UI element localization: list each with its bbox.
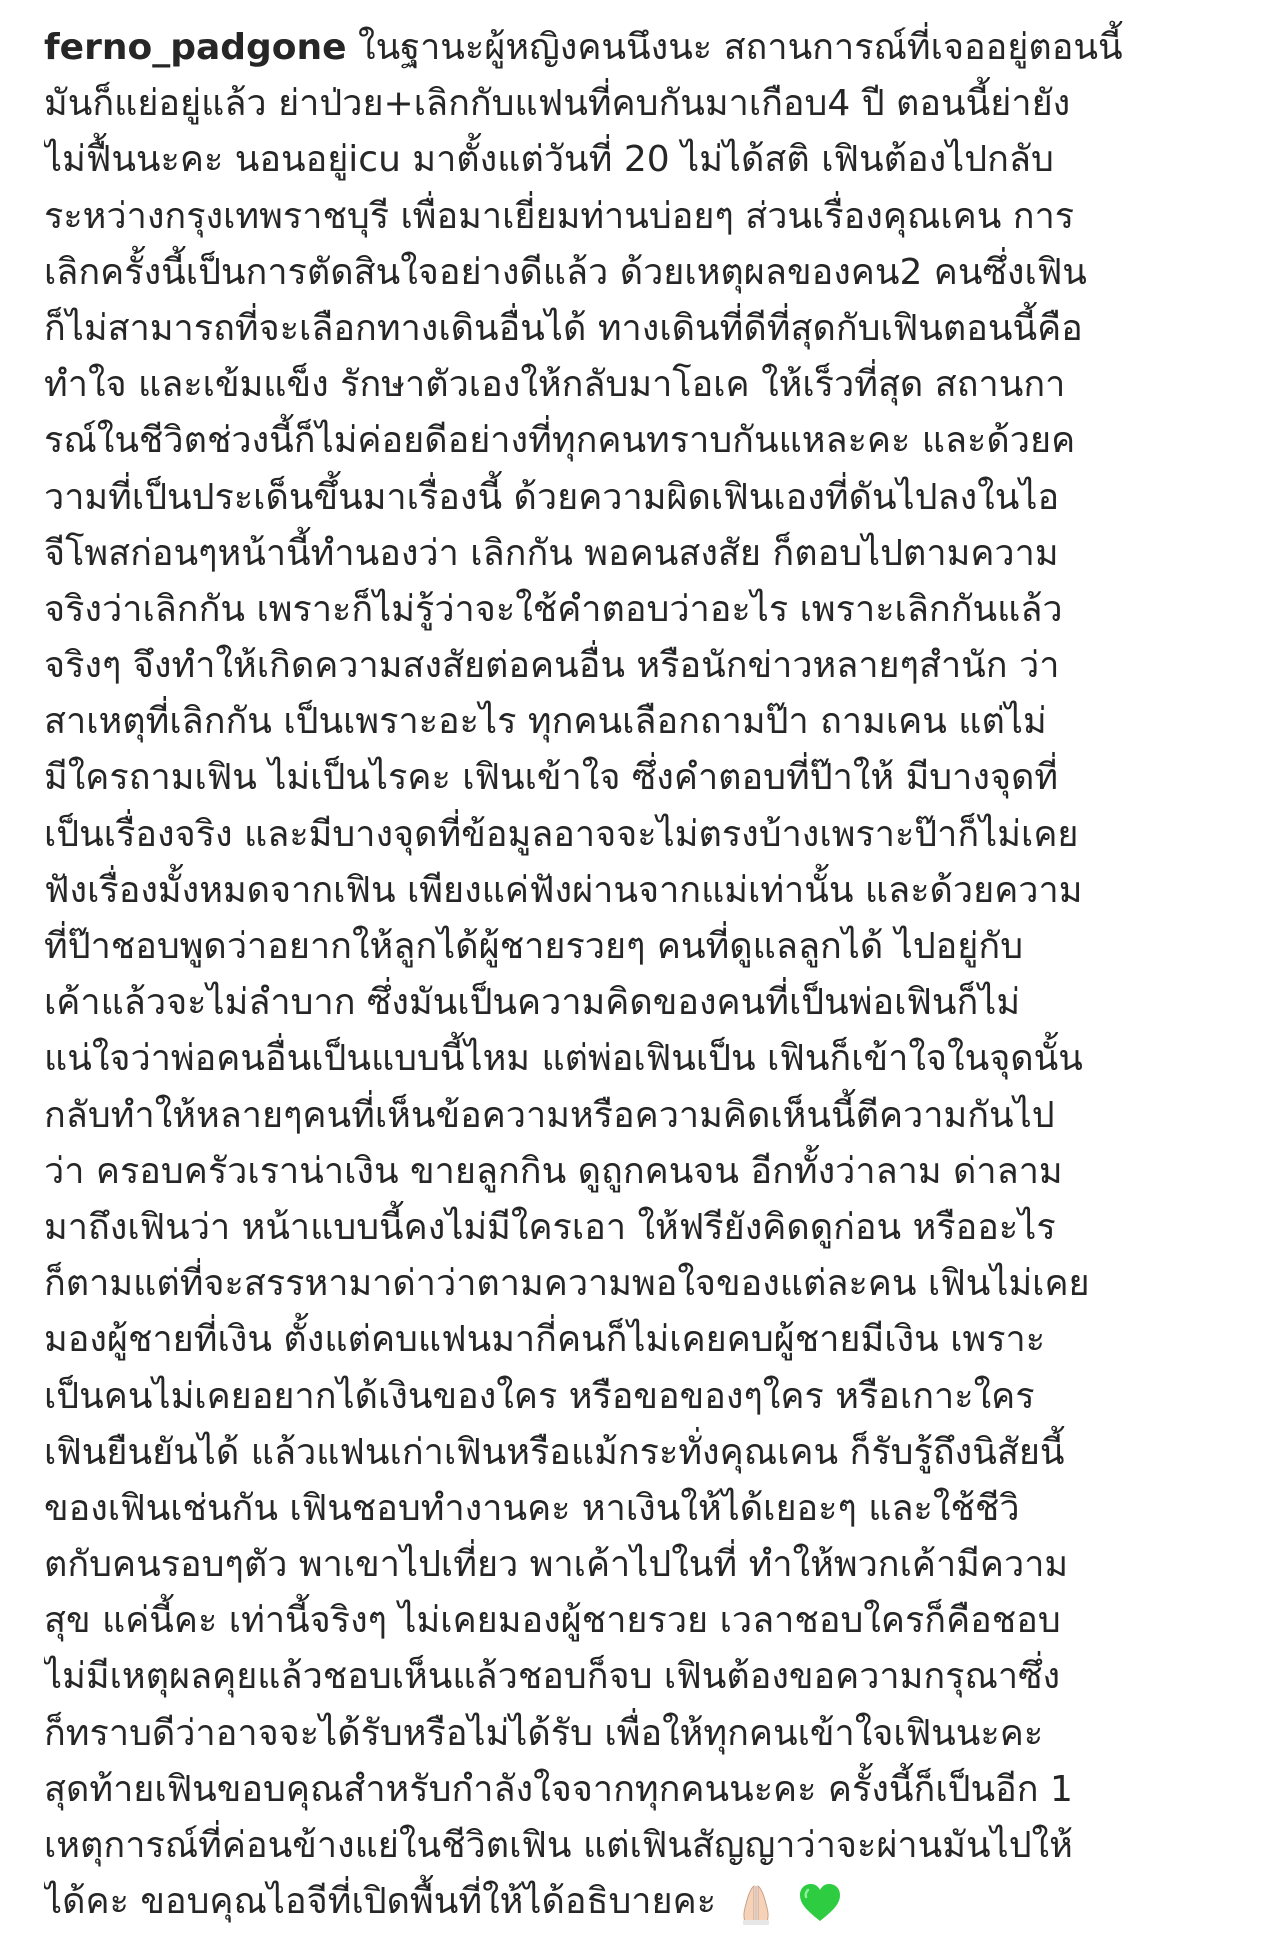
caption-line: ว่า ครอบครัวเราน่าเงิน ขายลูกกิน ดูถูกคนจน อีกทั้งว่าลาม ด่าลาม bbox=[44, 1150, 1063, 1192]
caption-line: เป็นเรื่องจริง และมีบางจุดที่ข้อมูลอาจจะไม่ตรงบ้างเพราะป๊าก็ไม่เคย bbox=[44, 813, 1079, 855]
caption-line bbox=[44, 1874, 1244, 1930]
caption-line: ก็ตามแต่ที่จะสรรหามาด่าว่าตามความพอใจของแต่ละคน เฟินไม่เคย bbox=[44, 1263, 1090, 1305]
caption-line: ไม่มีเหตุผลคุยแล้วชอบเห็นแล้วชอบก็จบ เฟินต้องขอความกรุณาซึ่ง bbox=[44, 1656, 1061, 1698]
caption-line: ฟังเรื่องมั้งหมดจากเฟิน เพียงแค่ฟังผ่านจากแม่เท่านั้น และด้วยความ bbox=[44, 869, 1083, 911]
caption-line: ของเฟินเช่นกัน เฟินชอบทำงานคะ หาเงินให้ได้เยอะๆ และใช้ชีวิ bbox=[44, 1487, 1020, 1529]
caption-line: สาเหตุที่เลิกกัน เป็นเพราะอะไร ทุกคนเลือกถามป๊า ถามเคน แต่ไม่ bbox=[44, 701, 1047, 743]
caption-line: วามที่เป็นประเด็นขึ้นมาเรื่องนี้ ด้วยความผิดเฟินเองที่ดันไปลงในไอ bbox=[44, 476, 1060, 518]
caption-line: เป็นคนไม่เคยอยากได้เงินของใคร หรือขอของๆใคร หรือเกาะใคร bbox=[44, 1375, 1035, 1417]
caption-line: เค้าแล้วจะไม่ลำบาก ซึ่งมันเป็นความคิดของคนที่เป็นพ่อเฟินก็ไม่ bbox=[44, 982, 1021, 1024]
caption-line: จริงว่าเลิกกัน เพราะก็ไม่รู้ว่าจะใช้คำตอบว่าอะไร เพราะเลิกกันแล้ว bbox=[44, 588, 1063, 630]
caption-line: มองผู้ชายที่เงิน ตั้งแต่คบแฟนมากี่คนก็ไม่เคยคบผู้ชายมีเงิน เพราะ bbox=[44, 1319, 1046, 1361]
caption-line: เลิกครั้งนี้เป็นการตัดสินใจอย่างดีแล้ว ด้วยเหตุผลของคน2 คนซึ่งเฟิน bbox=[44, 251, 1087, 293]
caption-line: สุข แค่นี้คะ เท่านี้จริงๆ ไม่เคยมองผู้ชายรวย เวลาชอบใครก็คือชอบ bbox=[44, 1600, 1061, 1642]
green-heart-icon bbox=[797, 1880, 843, 1926]
caption-line: แน่ใจว่าพ่อคนอื่นเป็นแบบนี้ไหม แต่พ่อเฟินเป็น เฟินก็เข้าใจในจุดนั้น bbox=[44, 1038, 1083, 1080]
post-caption bbox=[44, 20, 1244, 1930]
caption-line: ไม่ฟื้นนะคะ นอนอยู่icu มาตั้งแต่วันที่ 20 ไม่ได้สติ เฟินต้องไปกลับ bbox=[44, 139, 1054, 181]
folded-hands-icon bbox=[733, 1880, 779, 1926]
caption-line: ที่ป๊าชอบพูดว่าอยากให้ลูกได้ผู้ชายรวยๆ คนที่ดูแลลูกได้ ไปอยู่กับ bbox=[44, 926, 1024, 967]
caption-line: มีใครถามเฟิน ไม่เป็นไรคะ เฟินเข้าใจ ซึ่งคำตอบที่ป๊าให้ มีบางจุดที่ bbox=[44, 757, 1059, 799]
caption-line: จีโพสก่อนๆหน้านี้ทำนองว่า เลิกกัน พอคนสงสัย ก็ตอบไปตามความ bbox=[44, 532, 1059, 574]
caption-line: รณ์ในชีวิตช่วงนี้ก็ไม่ค่อยดีอย่างที่ทุกคนทราบกันแหละคะ และด้วยค bbox=[44, 420, 1076, 462]
caption-line: มาถึงเฟินว่า หน้าแบบนี้คงไม่มีใครเอา ให้ฟรียังคิดดูก่อน หรืออะไร bbox=[44, 1206, 1056, 1248]
caption-line: เหตุการณ์ที่ค่อนข้างแย่ในชีวิตเฟิน แต่เฟินสัญญาว่าจะผ่านมันไปให้ bbox=[44, 1825, 1073, 1866]
username-link[interactable]: ferno_padgone bbox=[44, 27, 347, 68]
caption-line: ก็ไม่สามารถที่จะเลือกทางเดินอื่นได้ ทางเดินที่ดีที่สุดกับเฟินตอนนี้คือ bbox=[44, 307, 1083, 349]
caption-line: มันก็แย่อยู่แล้ว ย่าป่วย+เลิกกับแฟนที่คบกันมาเกือบ4 ปี ตอนนี้ย่ายัง bbox=[44, 83, 1071, 125]
caption-text: ในฐานะผู้หญิงคนนึงนะ สถานการณ์ที่เจออยู่ตอนนี้ bbox=[358, 27, 1123, 68]
caption-line: จริงๆ จึงทำให้เกิดความสงสัยต่อคนอื่น หรือนักข่าวหลายๆสำนัก ว่า bbox=[44, 645, 1060, 687]
caption-line: ระหว่างกรุงเทพราชบุรี เพื่อมาเยี่ยมท่านบ่อยๆ ส่วนเรื่องคุณเคน การ bbox=[44, 195, 1075, 237]
caption-line: ก็ทราบดีว่าอาจจะได้รับหรือไม่ได้รับ เพื่อให้ทุกคนเข้าใจเฟินนะคะ bbox=[44, 1712, 1044, 1754]
caption-line: ทำใจ และเข้มแข็ง รักษาตัวเองให้กลับมาโอเค ให้เร็วที่สุด สถานกา bbox=[44, 364, 1066, 406]
caption-line: สุดท้ายเฟินขอบคุณสำหรับกำลังใจจากทุกคนนะคะ ครั้งนี้ก็เป็นอีก 1 bbox=[44, 1768, 1073, 1810]
caption-line bbox=[44, 20, 1244, 76]
caption-text: ได้คะ ขอบคุณไอจีที่เปิดพื้นที่ให้ได้อธิบายคะ bbox=[44, 1881, 717, 1923]
caption-line: กลับทำให้หลายๆคนที่เห็นข้อความหรือความคิดเห็นนี้ตีความกันไป bbox=[44, 1094, 1055, 1136]
caption-line: ตกับคนรอบๆตัว พาเขาไปเที่ยว พาเค้าไปในที่ ทำให้พวกเค้ามีความ bbox=[44, 1544, 1069, 1586]
caption-line: เฟินยืนยันได้ แล้วแฟนเก่าเฟินหรือแม้กระทั่งคุณเคน ก็รับรู้ถึงนิสัยนี้ bbox=[44, 1431, 1065, 1473]
